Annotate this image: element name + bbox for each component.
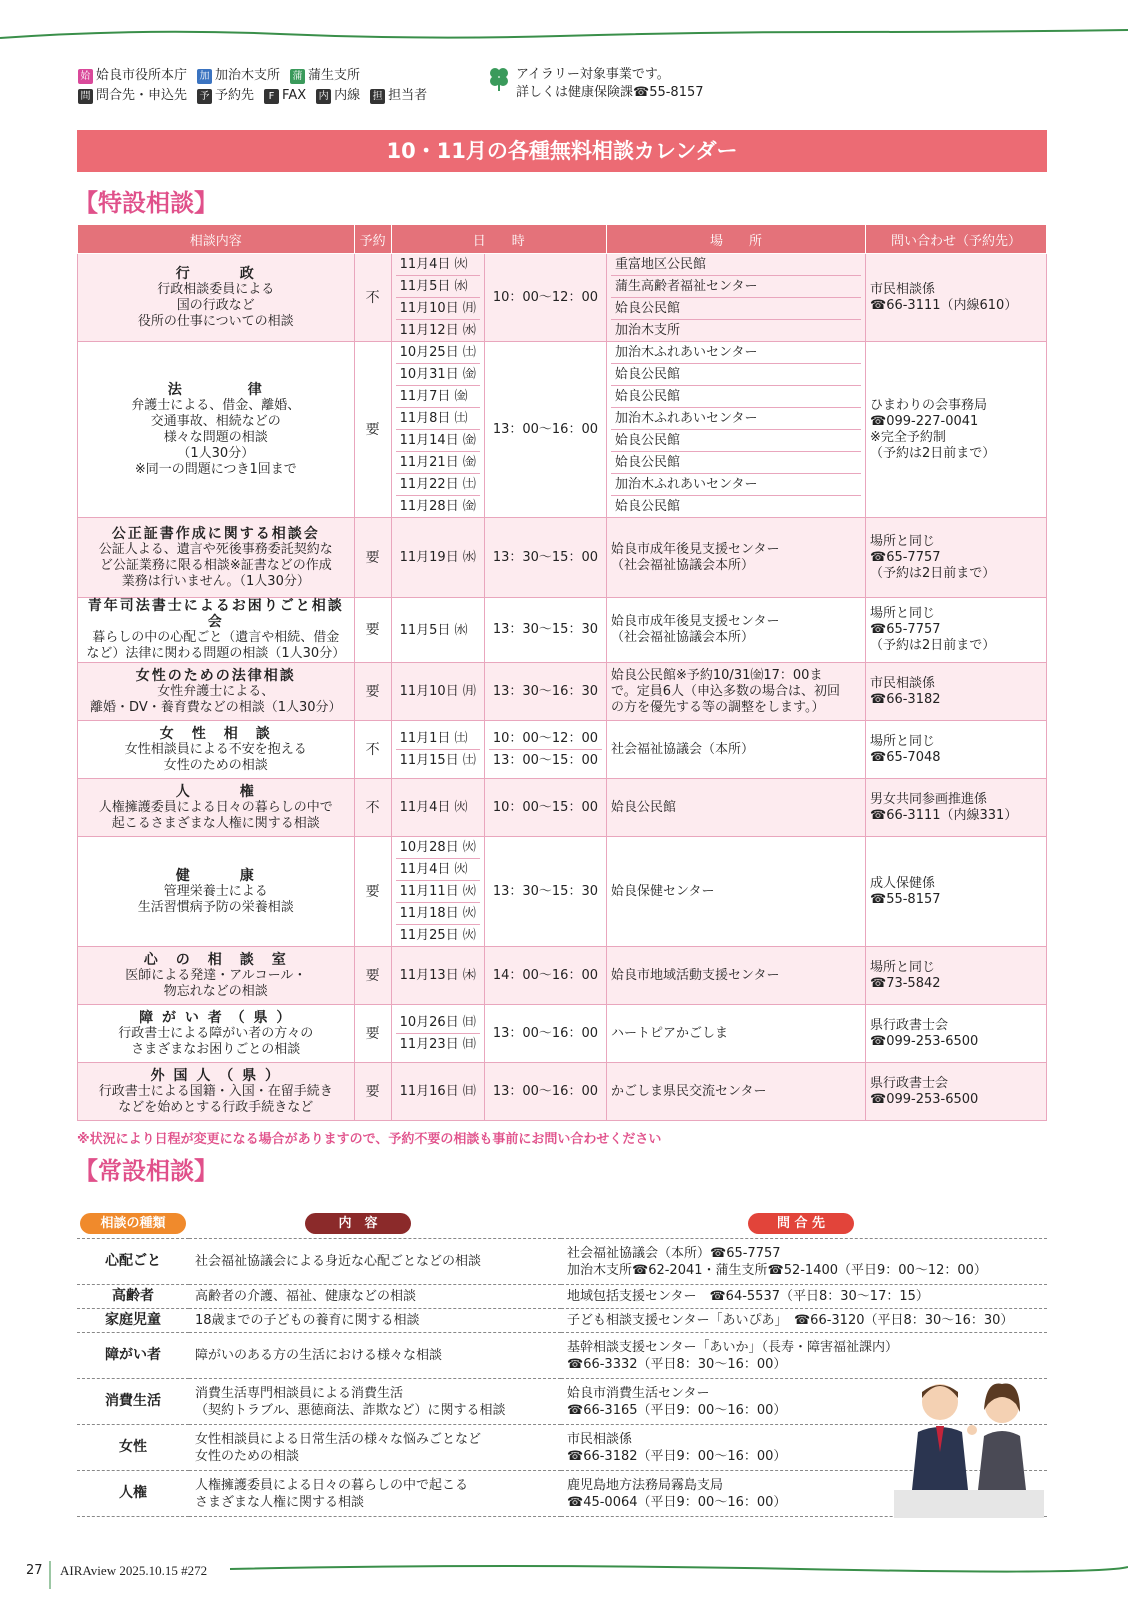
contact-line: ☎65-7048 (870, 749, 941, 765)
header-kind-pill: 相談の種類 (80, 1213, 186, 1234)
place-line: で。定員6人（申込多数の場合は、初回 (611, 683, 841, 699)
date-line: 11月1日 ㈯ (396, 728, 480, 750)
date-line: 11月15日 ㈯ (399, 753, 476, 768)
consult-desc-line: などを始めとする行政手続きなど (118, 1099, 314, 1115)
time-cell: 13：30～15：30 (484, 598, 606, 663)
legend-item (290, 66, 360, 86)
regular-kind: 心配ごと (77, 1239, 189, 1285)
consult-content-cell (78, 254, 355, 342)
consult-desc-line: 人権擁護委員による日々の暮らしの中で (98, 799, 333, 815)
place-line: 姶良公民館 (611, 364, 861, 386)
date-line: 11月5日 ㈬ (396, 276, 480, 298)
legend-label: 姶良市役所本庁 (96, 68, 188, 83)
place-line: 加治木支所 (615, 323, 681, 338)
contact-line: 場所と同じ (870, 606, 936, 621)
consult-content-cell (78, 721, 355, 779)
date-line: 11月19日 ㈬ (399, 550, 476, 565)
date-line: 11月16日 ㈰ (399, 1084, 476, 1099)
legend-item (78, 86, 187, 106)
date-line: 11月4日 ㈫ (399, 800, 468, 815)
legend-item (316, 86, 360, 106)
regular-kind: 女性 (77, 1425, 189, 1471)
header-contact-pill: 問 合 先 (748, 1213, 854, 1234)
place-line: 社会福祉協議会（本所） (611, 741, 755, 757)
consult-desc-line: 交通事故、相続などの (150, 413, 281, 429)
regular-row (77, 1239, 1047, 1285)
date-cell (391, 721, 484, 779)
reservation-cell: 要 (354, 518, 391, 598)
special-section-title: 【特設相談】 (74, 189, 218, 217)
consult-desc-line: 女性のための相談 (163, 757, 268, 773)
table-row (78, 598, 1047, 663)
page-title-banner: 10・11月の各種無料相談カレンダー (77, 130, 1047, 172)
regular-contact (561, 1309, 1047, 1333)
place-line: 加治木ふれあいセンター (611, 408, 861, 430)
regular-kind: 高齢者 (77, 1285, 189, 1309)
header-content-pill: 内 容 (305, 1213, 411, 1234)
legend-item (264, 86, 306, 106)
legend-tag-icon: 担 (370, 89, 385, 104)
contact-cell (866, 779, 1047, 837)
consult-desc-line: 国の行政など (176, 297, 255, 313)
table-row (78, 721, 1047, 779)
regular-contact (561, 1239, 1047, 1285)
place-line: 姶良公民館 (611, 298, 861, 320)
regular-desc (189, 1379, 561, 1425)
table-row (78, 1005, 1047, 1063)
regular-desc-line: 社会福祉協議会による身近な心配ごとなどの相談 (195, 1254, 482, 1269)
consult-content-cell (78, 598, 355, 663)
contact-cell (866, 342, 1047, 518)
consult-title: 女 性 相 談 (159, 725, 272, 742)
consult-desc-line: ど公証業務に限る相談※証書などの作成 (99, 557, 332, 573)
date-line: 11月18日 ㈫ (396, 903, 480, 925)
place-line: ハートピアかごしま (611, 1025, 729, 1041)
top-decoration-line (0, 0, 1128, 50)
date-line: 10月28日 ㈫ (396, 837, 480, 859)
page-number: 27 (26, 1563, 43, 1578)
contact-line: （予約は2日前まで） (870, 565, 996, 581)
consult-desc-line: 離婚・DV・養育費などの相談（1人30分） (90, 699, 342, 715)
regular-contact-line: ☎66-3182（平日9：00～16：00） (567, 1448, 787, 1464)
place-cell (607, 518, 866, 598)
time-cell: 13：00～16：00 (484, 342, 606, 518)
consult-content-cell (78, 947, 355, 1005)
regular-row (77, 1285, 1047, 1309)
place-line: 姶良市地域活動支援センター (611, 967, 780, 983)
time-cell: 13：30～16：30 (484, 663, 606, 721)
contact-line: ☎65-7757 (870, 549, 941, 565)
regular-kind: 消費生活 (77, 1379, 189, 1425)
date-line: 11月12日 ㈬ (399, 323, 476, 338)
regular-contact-line: 加治木支所☎62-2041・蒲生支所☎52-1400（平日9：00～12：00） (567, 1262, 987, 1278)
date-line: 11月10日 ㈪ (399, 684, 476, 699)
time-cell: 13：30～15：00 (484, 518, 606, 598)
regular-desc (189, 1425, 561, 1471)
clover-icon (488, 66, 510, 92)
consult-desc-line: など）法律に関わる問題の相談（1人30分） (86, 646, 346, 661)
regular-row (77, 1309, 1047, 1333)
contact-line: 場所と同じ (870, 733, 936, 749)
consult-desc-line: （1人30分） (177, 445, 255, 461)
place-line: 加治木ふれあいセンター (611, 342, 861, 364)
time-cell: 13：30～15：30 (484, 837, 606, 947)
regular-kind: 障がい者 (77, 1333, 189, 1379)
date-cell (391, 779, 484, 837)
date-line: 11月14日 ㈮ (396, 430, 480, 452)
staff-illustration (890, 1360, 1050, 1520)
contact-cell (866, 947, 1047, 1005)
contact-line: 市民相談係 (870, 281, 936, 297)
legend-label: 問合先・申込先 (96, 88, 188, 103)
legend-tag-icon: F (264, 89, 279, 104)
date-cell (391, 1005, 484, 1063)
consult-desc-line: 起こるさまざまな人権に関する相談 (111, 815, 320, 831)
legend-row-symbols (78, 86, 427, 106)
date-line: 11月11日 ㈫ (396, 881, 480, 903)
regular-desc-line: 人権擁護委員による日々の暮らしの中で起こる (195, 1477, 469, 1493)
table-header-cell: 相談内容 (78, 225, 355, 254)
regular-desc-line: 女性のための相談 (195, 1448, 300, 1464)
regular-desc-line: 高齢者の介護、福祉、健康などの相談 (195, 1289, 417, 1304)
consult-content-cell (78, 837, 355, 947)
date-line: 11月5日 ㈬ (399, 622, 468, 638)
date-cell (391, 598, 484, 663)
date-line: 11月13日 ㈭ (399, 968, 476, 983)
table-row (78, 837, 1047, 947)
legend-item (370, 86, 427, 106)
place-cell (607, 598, 866, 663)
legend-row-offices (78, 66, 427, 86)
reservation-cell: 要 (354, 342, 391, 518)
table-header-cell: 問い合わせ（予約先） (866, 225, 1047, 254)
consult-desc-line: 役所の仕事についての相談 (137, 313, 294, 329)
place-cell (607, 1063, 866, 1121)
consult-content-cell (78, 342, 355, 518)
date-line: 11月23日 ㈰ (399, 1037, 476, 1052)
place-line: の方を優先する等の調整をします。） (611, 699, 825, 715)
regular-desc (189, 1471, 561, 1517)
consult-title: 健 康 (175, 867, 256, 884)
regular-desc-line: 18歳までの子どもの養育に関する相談 (195, 1313, 420, 1328)
date-cell (391, 663, 484, 721)
date-line: 11月4日 ㈫ (396, 254, 480, 276)
consult-desc-line: ※同一の問題につき1回まで (134, 461, 297, 477)
table-row (78, 1063, 1047, 1121)
consult-desc-line: 生活習慣病予防の栄養相談 (137, 899, 294, 915)
contact-line: ※完全予約制 (870, 429, 946, 445)
legend-item (197, 86, 254, 106)
reservation-cell: 要 (354, 1005, 391, 1063)
regular-desc-line: さまざまな人権に関する相談 (195, 1494, 365, 1510)
time-cell: 14：00～16：00 (484, 947, 606, 1005)
consult-desc-line: 行政書士による障がい者の方々の (118, 1025, 314, 1041)
contact-cell (866, 837, 1047, 947)
date-line: 11月25日 ㈫ (399, 928, 476, 943)
legend-label: 内線 (334, 88, 361, 103)
table-row (78, 342, 1047, 518)
contact-line: ☎66-3111（内線610） (870, 297, 1018, 313)
regular-desc-line: 女性相談員による日常生活の様々な悩みごとなど (195, 1431, 482, 1447)
consult-content-cell (78, 663, 355, 721)
table-header-cell: 予約 (354, 225, 391, 254)
reservation-cell: 要 (354, 663, 391, 721)
regular-contact-line: 社会福祉協議会（本所）☎65-7757 (567, 1245, 781, 1261)
consult-title: 公正証書作成に関する相談会 (111, 525, 320, 542)
eye-rally-line2: 詳しくは健康保険課☎55-8157 (516, 85, 704, 100)
legend-item (197, 66, 280, 86)
consult-desc-line: 様々な問題の相談 (163, 429, 268, 445)
eye-rally-line1: アイラリー対象事業です。 (516, 67, 670, 82)
place-line: 姶良公民館 (615, 499, 681, 514)
legend-tag-icon: 予 (197, 89, 212, 104)
regular-contact-line: ☎66-3332（平日8：30～16：00） (567, 1356, 787, 1372)
reservation-cell: 不 (354, 721, 391, 779)
table-header-cell: 日 時 (391, 225, 606, 254)
consult-title: 障 が い 者 （ 県 ） (139, 1009, 293, 1026)
regular-desc-line: 障がいのある方の生活における様々な相談 (195, 1348, 443, 1363)
date-cell (391, 1063, 484, 1121)
contact-line: ☎099-253-6500 (870, 1091, 979, 1107)
contact-line: ☎66-3111（内線331） (870, 807, 1018, 823)
legend-label: FAX (282, 88, 307, 103)
reservation-cell: 要 (354, 947, 391, 1005)
regular-contact-line: ☎45-0064（平日9：00～16：00） (567, 1494, 787, 1510)
place-cell (607, 947, 866, 1005)
consult-desc-line: 暮らしの中の心配ごと（遺言や相続、借金 (92, 630, 340, 645)
contact-line: ☎099-227-0041 (870, 413, 979, 429)
reservation-cell: 要 (354, 598, 391, 663)
consult-desc-line: 管理栄養士による (163, 883, 268, 899)
place-line: 姶良公民館 (611, 799, 677, 815)
time-line: 13：00～15：00 (492, 753, 598, 768)
date-line: 11月10日 ㈪ (396, 298, 480, 320)
regular-contact-line: 市民相談係 (567, 1431, 633, 1447)
consult-desc-line: 弁護士による、借金、離婚、 (131, 397, 301, 413)
legend-label: 加治木支所 (215, 68, 281, 83)
consult-title: 行 政 (175, 265, 256, 282)
legend-tag-icon: 内 (316, 89, 331, 104)
place-line: （社会福祉協議会本所） (611, 557, 755, 573)
regular-desc-line: （契約トラブル、悪徳商法、詐欺など）に関する相談 (195, 1402, 506, 1418)
table-row (78, 779, 1047, 837)
place-line: 姶良市成年後見支援センター (611, 614, 780, 629)
eye-rally-note (488, 66, 704, 102)
table-row (78, 947, 1047, 1005)
date-line: 11月8日 ㈯ (396, 408, 480, 430)
date-line: 11月7日 ㈮ (396, 386, 480, 408)
contact-line: 県行政書士会 (870, 1017, 949, 1033)
legend-label: 蒲生支所 (308, 68, 361, 83)
place-line: 姶良公民館 (611, 452, 861, 474)
time-cell: 10：00～15：00 (484, 779, 606, 837)
consult-desc-line: 女性相談員による不安を抱える (124, 741, 307, 757)
place-cell (607, 663, 866, 721)
magazine-info: AIRAview 2025.10.15 #272 (60, 1563, 208, 1578)
contact-line: 場所と同じ (870, 959, 936, 975)
consult-title: 青年司法書士によるお困りごと相談会 (87, 598, 344, 630)
consult-content-cell (78, 1005, 355, 1063)
reservation-cell: 要 (354, 837, 391, 947)
consult-title: 心 の 相 談 室 (143, 951, 288, 968)
contact-line: ☎73-5842 (870, 975, 941, 991)
contact-cell (866, 1005, 1047, 1063)
table-row (78, 254, 1047, 342)
contact-cell (866, 721, 1047, 779)
date-line: 10月26日 ㈰ (396, 1012, 480, 1034)
date-cell (391, 837, 484, 947)
place-line: 重富地区公民館 (611, 254, 861, 276)
time-cell (484, 721, 606, 779)
reservation-cell: 要 (354, 1063, 391, 1121)
regular-desc (189, 1309, 561, 1333)
regular-contact-line: 地域包括支援センター ☎64-5537（平日8：30～17：15） (567, 1289, 929, 1304)
date-cell (391, 518, 484, 598)
legend-item (78, 66, 187, 86)
contact-line: （予約は2日前まで） (870, 445, 996, 461)
contact-cell (866, 518, 1047, 598)
consult-desc-line: 物忘れなどの相談 (163, 983, 268, 999)
place-cell (607, 779, 866, 837)
table-header-cell: 場 所 (607, 225, 866, 254)
contact-line: ☎65-7757 (870, 622, 941, 637)
place-line: （社会福祉協議会本所） (611, 630, 755, 645)
place-cell (607, 254, 866, 342)
contact-cell (866, 254, 1047, 342)
contact-line: ☎55-8157 (870, 891, 941, 907)
regular-desc (189, 1239, 561, 1285)
date-cell (391, 342, 484, 518)
regular-desc-line: 消費生活専門相談員による消費生活 (195, 1385, 404, 1401)
contact-line: 市民相談係 (870, 675, 936, 691)
date-line: 11月21日 ㈮ (396, 452, 480, 474)
legend-tag-icon: 加 (197, 69, 212, 84)
consult-title: 女性のための法律相談 (135, 667, 296, 684)
place-line: 姶良保健センター (611, 883, 715, 899)
regular-desc (189, 1333, 561, 1379)
time-cell: 10：00～12：00 (484, 254, 606, 342)
reservation-cell: 不 (354, 779, 391, 837)
consult-desc-line: 公証人よる、遺言や死後事務委託契約な (98, 541, 333, 557)
table-row (78, 518, 1047, 598)
consult-title: 外 国 人 （ 県 ） (150, 1067, 281, 1084)
regular-contact-line: 子ども相談支援センター「あいぴあ」 ☎66-3120（平日8：30～16：30） (567, 1313, 1014, 1328)
place-line: 加治木ふれあいセンター (611, 474, 861, 496)
place-cell (607, 837, 866, 947)
legend (78, 66, 427, 106)
consult-desc-line: 医師による発達・アルコール・ (125, 967, 307, 983)
contact-line: ☎099-253-6500 (870, 1033, 979, 1049)
contact-line: ひまわりの会事務局 (870, 397, 988, 413)
contact-cell (866, 1063, 1047, 1121)
place-line: 蒲生高齢者福祉センター (611, 276, 861, 298)
consult-title: 法 律 (167, 381, 264, 398)
consult-content-cell (78, 1063, 355, 1121)
place-cell (607, 342, 866, 518)
date-line: 11月28日 ㈮ (399, 499, 476, 514)
place-cell (607, 1005, 866, 1063)
consult-desc-line: 業務は行いません。（1人30分） (121, 573, 310, 589)
time-cell: 13：00～16：00 (484, 1063, 606, 1121)
consult-title: 人 権 (175, 783, 256, 800)
contact-line: ☎66-3182 (870, 691, 941, 707)
place-line: 姶良公民館※予約10/31㈮17：00ま (611, 667, 823, 683)
legend-label: 担当者 (388, 88, 428, 103)
regular-contact-line: 鹿児島地方法務局霧島支局 (567, 1477, 724, 1493)
special-consultation-table (77, 224, 1047, 1121)
schedule-change-note: ※状況により日程が変更になる場合がありますので、予約不要の相談も事前にお問い合わせください (77, 1132, 662, 1147)
date-line: 10月25日 ㈯ (396, 342, 480, 364)
consult-desc-line: 行政書士による国籍・入国・在留手続き (98, 1083, 333, 1099)
date-cell (391, 947, 484, 1005)
place-cell (607, 721, 866, 779)
contact-cell (866, 663, 1047, 721)
place-line: かごしま県民交流センター (611, 1083, 767, 1099)
legend-tag-icon: 蒲 (290, 69, 305, 84)
regular-desc (189, 1285, 561, 1309)
contact-line: 県行政書士会 (870, 1075, 949, 1091)
time-line: 10：00～12：00 (489, 728, 602, 750)
date-cell (391, 254, 484, 342)
regular-kind: 家庭児童 (77, 1309, 189, 1333)
reservation-cell: 不 (354, 254, 391, 342)
regular-contact-line: 基幹相談支援センター「あいか」（長寿・障害福祉課内） (567, 1339, 898, 1355)
regular-contact-line: 姶良市消費生活センター (567, 1385, 710, 1401)
consult-content-cell (78, 518, 355, 598)
place-line: 姶良公民館 (611, 430, 861, 452)
regular-kind: 人権 (77, 1471, 189, 1517)
regular-section-title: 【常設相談】 (74, 1157, 218, 1185)
consult-desc-line: さまざまなお困りごとの相談 (131, 1041, 301, 1057)
contact-line: 成人保健係 (870, 875, 936, 891)
contact-line: （予約は2日前まで） (870, 638, 996, 653)
contact-cell (866, 598, 1047, 663)
contact-line: 男女共同参画推進係 (870, 791, 988, 807)
place-line: 姶良市成年後見支援センター (611, 541, 780, 557)
consult-desc-line: 行政相談委員による (157, 281, 275, 297)
regular-contact-line: ☎66-3165（平日9：00～16：00） (567, 1402, 787, 1418)
date-line: 11月22日 ㈯ (396, 474, 480, 496)
legend-tag-icon: 姶 (78, 69, 93, 84)
place-line: 姶良公民館 (611, 386, 861, 408)
regular-contact (561, 1285, 1047, 1309)
legend-tag-icon: 問 (78, 89, 93, 104)
consult-content-cell (78, 779, 355, 837)
legend-label: 予約先 (215, 88, 255, 103)
time-cell: 13：00～16：00 (484, 1005, 606, 1063)
table-row (78, 663, 1047, 721)
date-line: 11月4日 ㈫ (396, 859, 480, 881)
contact-line: 場所と同じ (870, 533, 936, 549)
date-line: 10月31日 ㈮ (396, 364, 480, 386)
table-header-row (78, 225, 1047, 254)
consult-desc-line: 女性弁護士による、 (157, 683, 275, 699)
